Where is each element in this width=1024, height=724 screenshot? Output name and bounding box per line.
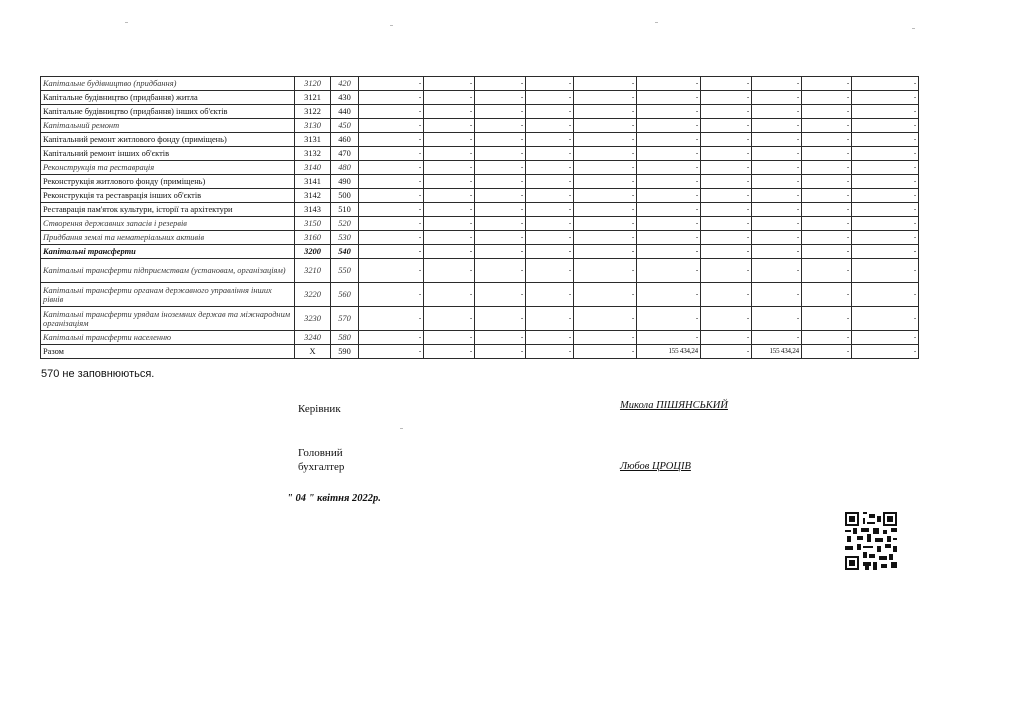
value-cell: - [424, 245, 475, 259]
value-cell: - [359, 231, 424, 245]
value-cell: - [701, 307, 752, 331]
value-cell: - [802, 259, 852, 283]
value-cell: - [526, 331, 574, 345]
value-cell: - [424, 331, 475, 345]
value-cell: - [852, 105, 919, 119]
value-cell: - [637, 283, 701, 307]
row-name-cell: Реставрація пам'яток культури, історії та архітектури [41, 203, 295, 217]
value-cell: - [359, 105, 424, 119]
value-cell: - [752, 245, 802, 259]
row-number-cell: 470 [331, 147, 359, 161]
value-cell: - [424, 189, 475, 203]
table-row [41, 77, 919, 91]
document-date: " 04 " квітня 2022р. [287, 493, 381, 504]
value-cell: - [526, 105, 574, 119]
value-cell: - [852, 147, 919, 161]
kekv-code-cell: 3142 [295, 189, 331, 203]
value-cell: - [359, 203, 424, 217]
value-cell: - [802, 105, 852, 119]
scan-speck [912, 28, 915, 29]
kekv-code-cell: 3220 [295, 283, 331, 307]
row-name-cell: Капітальні трансферти підприємствам (установам, організаціям) [41, 259, 295, 283]
value-cell: - [637, 133, 701, 147]
value-cell: - [574, 331, 637, 345]
value-cell: - [637, 231, 701, 245]
row-name-cell: Капітальні трансферти урядам іноземних держав та міжнародним організаціям [41, 307, 295, 331]
value-cell: - [637, 245, 701, 259]
value-cell: - [802, 147, 852, 161]
value-cell: - [752, 259, 802, 283]
value-cell: - [637, 105, 701, 119]
budget-table [40, 76, 919, 359]
value-cell: - [574, 175, 637, 189]
value-cell: - [526, 259, 574, 283]
value-cell: - [424, 203, 475, 217]
value-cell: - [526, 161, 574, 175]
scan-speck [655, 22, 658, 23]
value-cell: - [359, 307, 424, 331]
value-cell: - [475, 245, 526, 259]
value-cell: - [359, 119, 424, 133]
row-name-cell: Придбання землі та нематеріальних активів [41, 231, 295, 245]
value-cell: - [424, 259, 475, 283]
row-number-cell: 580 [331, 331, 359, 345]
value-cell: - [752, 231, 802, 245]
value-cell: - [574, 217, 637, 231]
director-name: Микола ПІШЯНСЬКИЙ [620, 400, 728, 411]
value-cell: - [359, 77, 424, 91]
value-cell: - [802, 133, 852, 147]
value-cell: - [752, 203, 802, 217]
value-cell: - [526, 307, 574, 331]
kekv-code-cell: 3200 [295, 245, 331, 259]
row-number-cell: 570 [331, 307, 359, 331]
kekv-code-cell: 3240 [295, 331, 331, 345]
value-cell: - [802, 119, 852, 133]
row-name-cell: Реконструкція та реставрація [41, 161, 295, 175]
value-cell: - [475, 175, 526, 189]
value-cell: - [526, 147, 574, 161]
kekv-code-cell: 3132 [295, 147, 331, 161]
value-cell: - [752, 283, 802, 307]
row-name-cell: Разом [41, 345, 295, 359]
value-cell: - [475, 283, 526, 307]
value-cell: - [359, 283, 424, 307]
kekv-code-cell: 3141 [295, 175, 331, 189]
value-cell: - [424, 345, 475, 359]
row-number-cell: 420 [331, 77, 359, 91]
scan-speck [125, 22, 128, 23]
value-cell: - [852, 175, 919, 189]
row-name-cell: Створення державних запасів і резервів [41, 217, 295, 231]
value-cell: - [752, 331, 802, 345]
kekv-code-cell: X [295, 345, 331, 359]
value-cell: - [701, 147, 752, 161]
table-row [41, 307, 919, 331]
value-cell: - [359, 217, 424, 231]
row-number-cell: 560 [331, 283, 359, 307]
value-cell: - [802, 189, 852, 203]
value-cell: - [852, 133, 919, 147]
value-cell: - [526, 189, 574, 203]
value-cell: - [574, 147, 637, 161]
value-cell: - [526, 133, 574, 147]
value-cell: - [701, 245, 752, 259]
value-cell: - [526, 283, 574, 307]
row-number-cell: 500 [331, 189, 359, 203]
row-name-cell: Капітальний ремонт інших об'єктів [41, 147, 295, 161]
value-cell: - [574, 133, 637, 147]
value-cell: - [475, 77, 526, 91]
value-cell: - [852, 77, 919, 91]
kekv-code-cell: 3130 [295, 119, 331, 133]
value-cell: - [475, 105, 526, 119]
table-row [41, 133, 919, 147]
kekv-code-cell: 3230 [295, 307, 331, 331]
value-cell: - [701, 345, 752, 359]
value-cell: - [475, 189, 526, 203]
value-cell: - [424, 175, 475, 189]
table-row [41, 175, 919, 189]
value-cell: - [359, 133, 424, 147]
value-cell: - [752, 175, 802, 189]
value-cell: - [526, 203, 574, 217]
value-cell: - [424, 307, 475, 331]
value-cell: - [701, 283, 752, 307]
value-cell: - [701, 161, 752, 175]
value-cell: - [637, 217, 701, 231]
value-cell: - [637, 175, 701, 189]
value-cell: - [475, 91, 526, 105]
value-cell: - [475, 231, 526, 245]
value-cell: - [424, 91, 475, 105]
row-number-cell: 440 [331, 105, 359, 119]
value-cell: - [802, 161, 852, 175]
value-cell: - [574, 161, 637, 175]
value-cell: - [424, 283, 475, 307]
row-name-cell: Капітальні трансферти органам державного управління інших рівнів [41, 283, 295, 307]
value-cell: - [475, 345, 526, 359]
value-cell: - [359, 175, 424, 189]
value-cell: - [574, 203, 637, 217]
value-cell: - [424, 105, 475, 119]
value-cell: - [852, 331, 919, 345]
table-row [41, 345, 919, 359]
value-cell: - [852, 217, 919, 231]
value-cell: - [701, 331, 752, 345]
kekv-code-cell: 3140 [295, 161, 331, 175]
table-row [41, 283, 919, 307]
value-cell: - [424, 119, 475, 133]
kekv-code-cell: 3122 [295, 105, 331, 119]
value-cell: - [852, 307, 919, 331]
value-cell: - [526, 119, 574, 133]
scan-speck [400, 428, 403, 429]
value-cell: - [637, 161, 701, 175]
row-name-cell: Капітальне будівництво (придбання) [41, 77, 295, 91]
value-cell: 155 434,24 [637, 345, 701, 359]
budget-table-body [41, 77, 919, 359]
value-cell: - [475, 161, 526, 175]
value-cell: - [574, 345, 637, 359]
value-cell: - [424, 77, 475, 91]
value-cell: - [637, 119, 701, 133]
value-cell: - [852, 245, 919, 259]
value-cell: - [802, 203, 852, 217]
value-cell: - [852, 345, 919, 359]
value-cell: - [424, 161, 475, 175]
value-cell: - [802, 245, 852, 259]
value-cell: - [526, 345, 574, 359]
value-cell: - [802, 345, 852, 359]
value-cell: - [475, 217, 526, 231]
value-cell: - [852, 161, 919, 175]
table-row [41, 119, 919, 133]
value-cell: 155 434,24 [752, 345, 802, 359]
value-cell: - [802, 77, 852, 91]
value-cell: - [637, 331, 701, 345]
table-row [41, 189, 919, 203]
value-cell: - [802, 91, 852, 105]
kekv-code-cell: 3210 [295, 259, 331, 283]
table-row [41, 331, 919, 345]
value-cell: - [637, 189, 701, 203]
value-cell: - [526, 217, 574, 231]
value-cell: - [852, 283, 919, 307]
row-name-cell: Капітальне будівництво (придбання) житла [41, 91, 295, 105]
value-cell: - [802, 175, 852, 189]
row-name-cell: Капітальний ремонт житлового фонду (приміщень) [41, 133, 295, 147]
value-cell: - [852, 259, 919, 283]
row-name-cell: Капітальний ремонт [41, 119, 295, 133]
value-cell: - [424, 147, 475, 161]
row-number-cell: 480 [331, 161, 359, 175]
row-number-cell: 530 [331, 231, 359, 245]
row-name-cell: Реконструкція житлового фонду (приміщень) [41, 175, 295, 189]
value-cell: - [359, 259, 424, 283]
kekv-code-cell: 3143 [295, 203, 331, 217]
value-cell: - [802, 231, 852, 245]
value-cell: - [475, 133, 526, 147]
value-cell: - [701, 231, 752, 245]
value-cell: - [752, 147, 802, 161]
row-number-cell: 590 [331, 345, 359, 359]
value-cell: - [475, 203, 526, 217]
value-cell: - [526, 175, 574, 189]
kekv-code-cell: 3160 [295, 231, 331, 245]
value-cell: - [802, 283, 852, 307]
value-cell: - [475, 147, 526, 161]
value-cell: - [752, 307, 802, 331]
value-cell: - [752, 133, 802, 147]
value-cell: - [359, 91, 424, 105]
value-cell: - [637, 147, 701, 161]
value-cell: - [526, 77, 574, 91]
row-number-cell: 540 [331, 245, 359, 259]
footnote: 570 не заповнюються. [41, 368, 155, 380]
value-cell: - [802, 217, 852, 231]
row-number-cell: 430 [331, 91, 359, 105]
value-cell: - [701, 105, 752, 119]
row-name-cell: Реконструкція та реставрація інших об'єктів [41, 189, 295, 203]
value-cell: - [701, 203, 752, 217]
table-row [41, 231, 919, 245]
value-cell: - [359, 245, 424, 259]
value-cell: - [359, 189, 424, 203]
value-cell: - [701, 119, 752, 133]
row-name-cell: Капітальне будівництво (придбання) інших об'єктів [41, 105, 295, 119]
table-row [41, 105, 919, 119]
row-number-cell: 460 [331, 133, 359, 147]
table-row [41, 259, 919, 283]
value-cell: - [752, 77, 802, 91]
value-cell: - [475, 331, 526, 345]
value-cell: - [574, 91, 637, 105]
value-cell: - [526, 91, 574, 105]
value-cell: - [574, 245, 637, 259]
row-number-cell: 520 [331, 217, 359, 231]
value-cell: - [574, 231, 637, 245]
value-cell: - [574, 119, 637, 133]
row-number-cell: 450 [331, 119, 359, 133]
value-cell: - [752, 217, 802, 231]
table-row [41, 217, 919, 231]
value-cell: - [752, 91, 802, 105]
value-cell: - [574, 307, 637, 331]
kekv-code-cell: 3121 [295, 91, 331, 105]
value-cell: - [574, 189, 637, 203]
value-cell: - [852, 203, 919, 217]
value-cell: - [574, 283, 637, 307]
table-row [41, 147, 919, 161]
table-row [41, 245, 919, 259]
table-row [41, 91, 919, 105]
value-cell: - [574, 259, 637, 283]
kekv-code-cell: 3150 [295, 217, 331, 231]
row-name-cell: Капітальні трансферти населенню [41, 331, 295, 345]
table-row [41, 203, 919, 217]
table-row [41, 161, 919, 175]
value-cell: - [574, 77, 637, 91]
value-cell: - [637, 203, 701, 217]
row-number-cell: 490 [331, 175, 359, 189]
value-cell: - [637, 91, 701, 105]
value-cell: - [359, 161, 424, 175]
value-cell: - [637, 77, 701, 91]
qr-code-icon [845, 512, 897, 570]
value-cell: - [701, 175, 752, 189]
row-name-cell: Капітальні трансферти [41, 245, 295, 259]
value-cell: - [424, 217, 475, 231]
value-cell: - [701, 189, 752, 203]
value-cell: - [701, 133, 752, 147]
row-number-cell: 550 [331, 259, 359, 283]
value-cell: - [637, 259, 701, 283]
value-cell: - [526, 245, 574, 259]
value-cell: - [852, 189, 919, 203]
value-cell: - [526, 231, 574, 245]
value-cell: - [574, 105, 637, 119]
value-cell: - [475, 259, 526, 283]
value-cell: - [752, 119, 802, 133]
value-cell: - [701, 259, 752, 283]
value-cell: - [701, 91, 752, 105]
value-cell: - [802, 307, 852, 331]
kekv-code-cell: 3120 [295, 77, 331, 91]
value-cell: - [852, 91, 919, 105]
value-cell: - [424, 231, 475, 245]
value-cell: - [475, 119, 526, 133]
value-cell: - [359, 331, 424, 345]
accountant-label-line-2: бухгалтер [298, 461, 345, 473]
value-cell: - [752, 161, 802, 175]
value-cell: - [852, 231, 919, 245]
accountant-name: Любов ЦРОЦІВ [620, 461, 691, 472]
value-cell: - [475, 307, 526, 331]
value-cell: - [852, 119, 919, 133]
value-cell: - [359, 147, 424, 161]
director-label: Керівник [298, 403, 341, 415]
value-cell: - [701, 217, 752, 231]
value-cell: - [701, 77, 752, 91]
value-cell: - [802, 331, 852, 345]
scan-speck [390, 25, 393, 26]
row-number-cell: 510 [331, 203, 359, 217]
value-cell: - [637, 307, 701, 331]
value-cell: - [359, 345, 424, 359]
value-cell: - [424, 133, 475, 147]
kekv-code-cell: 3131 [295, 133, 331, 147]
value-cell: - [752, 189, 802, 203]
accountant-label-line-1: Головний [298, 447, 343, 459]
value-cell: - [752, 105, 802, 119]
